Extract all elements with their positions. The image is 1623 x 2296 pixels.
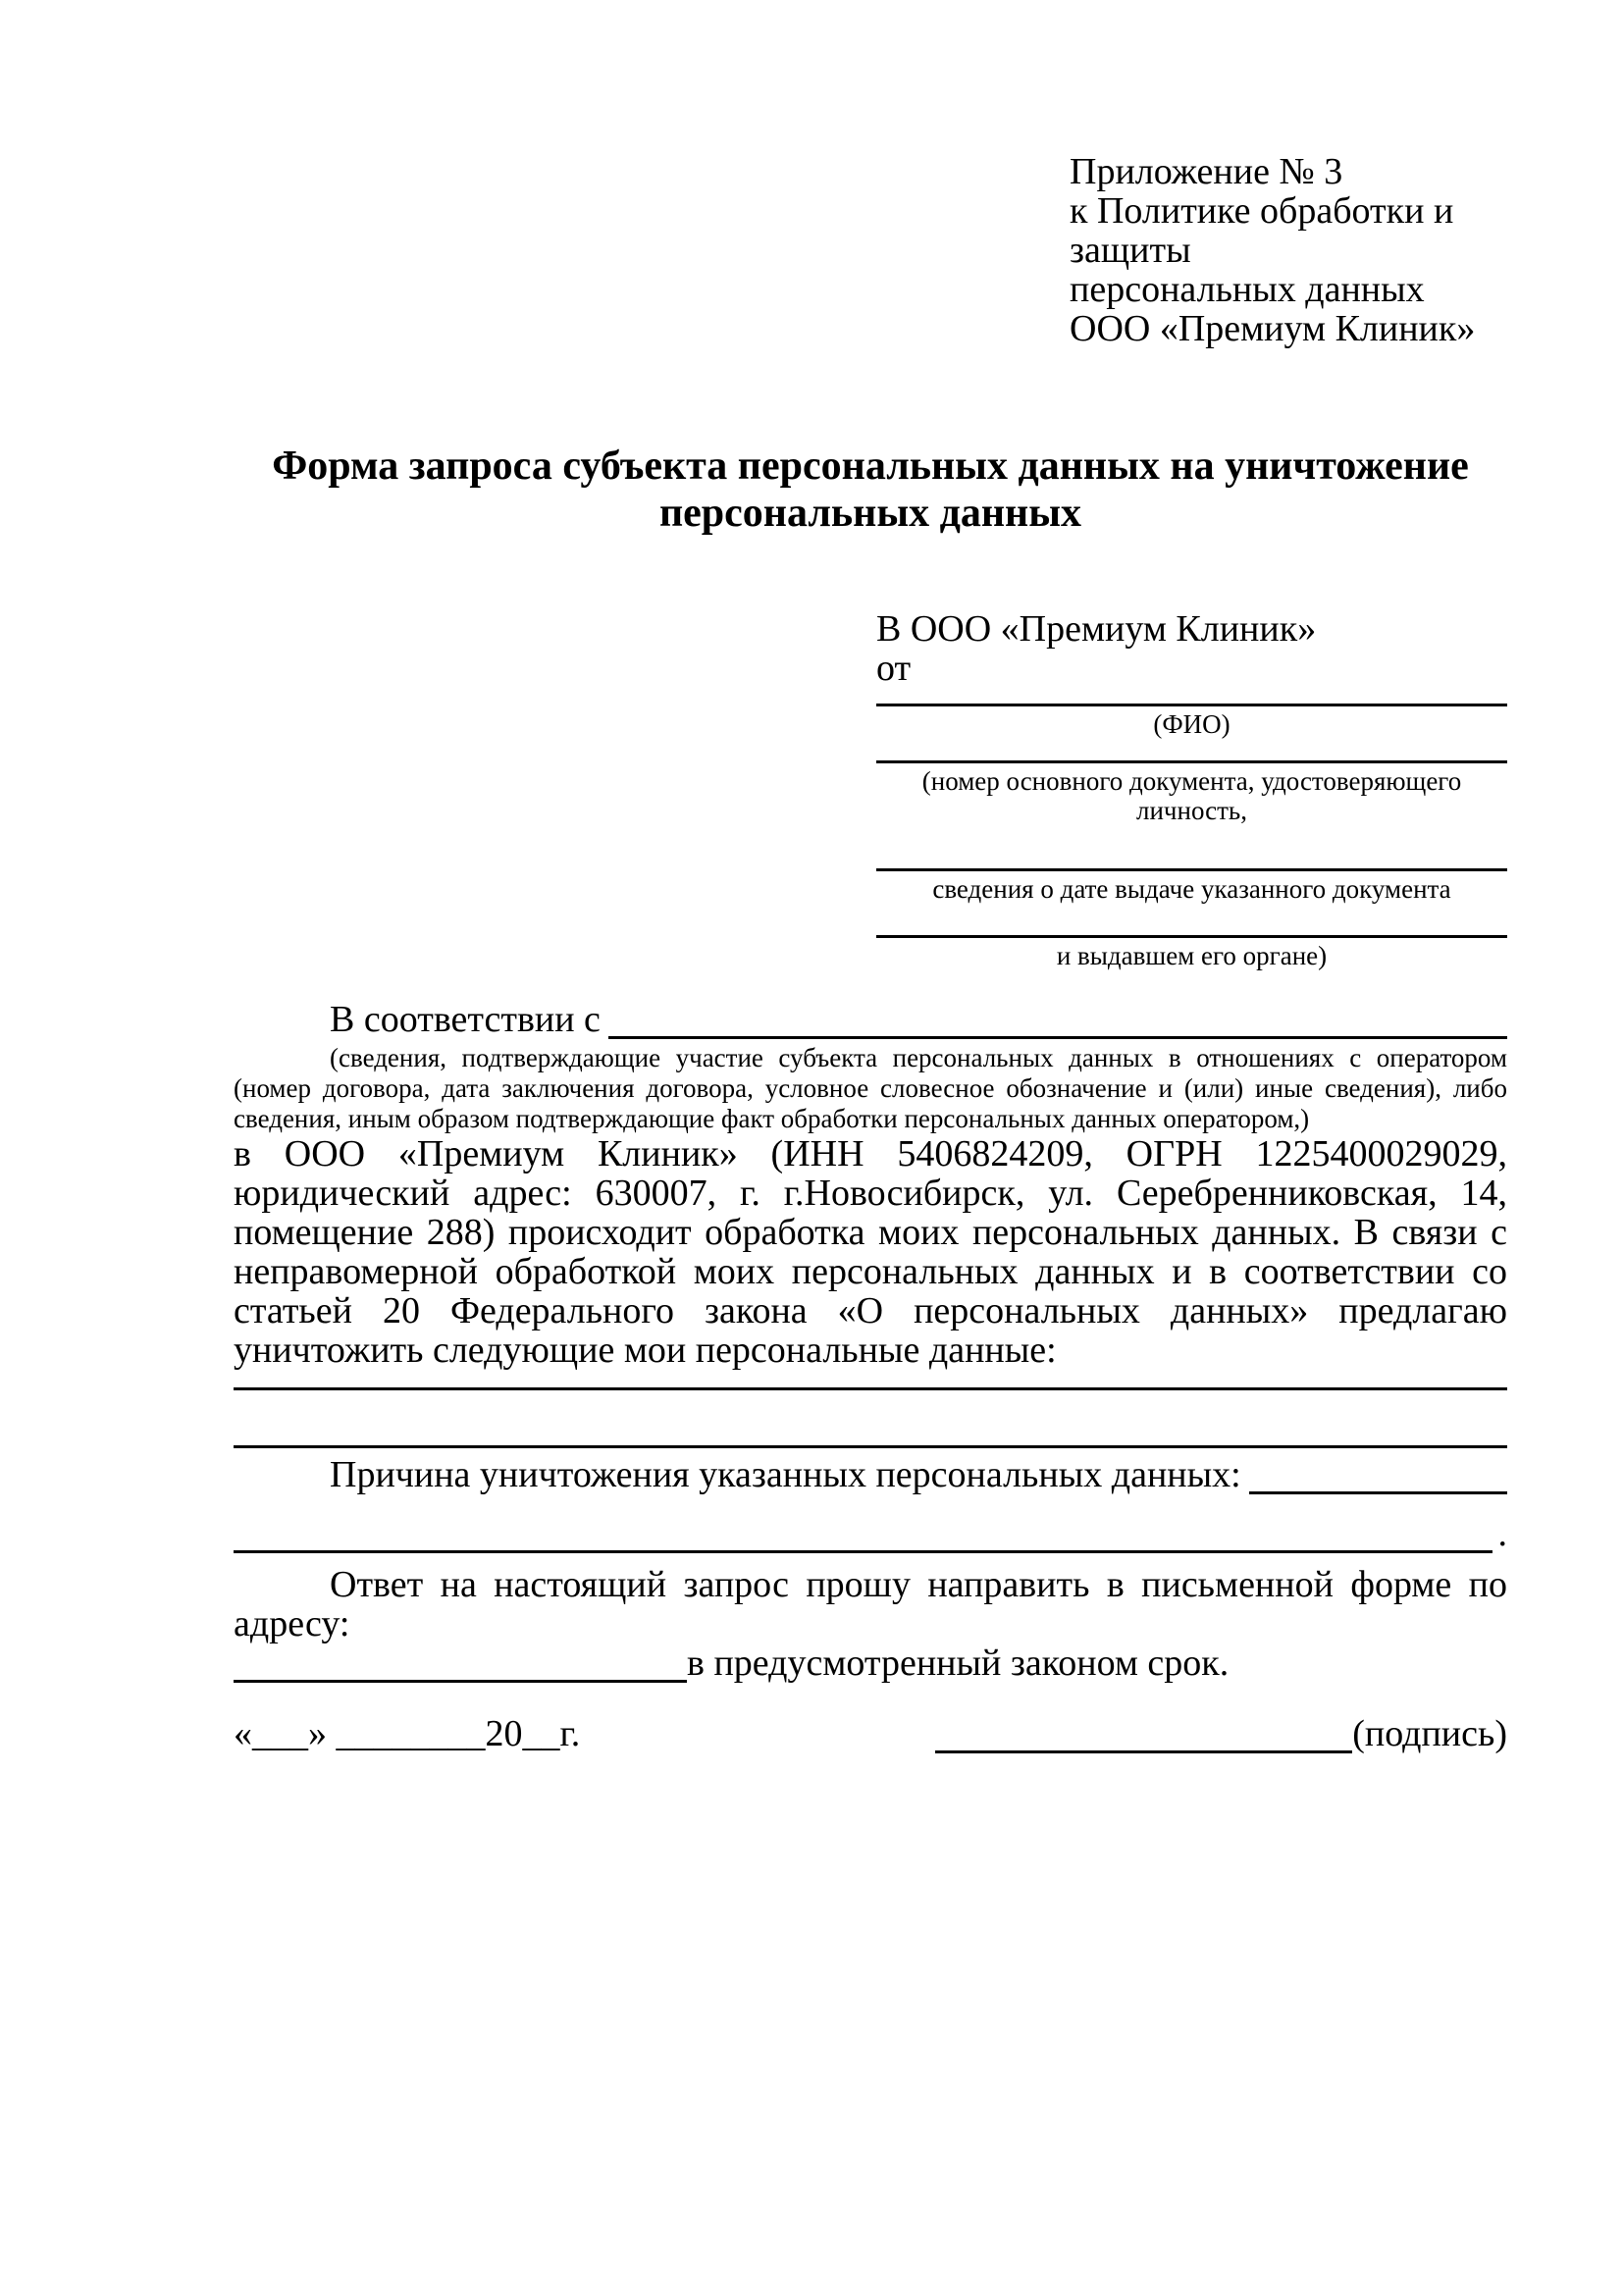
appendix-policy-line: к Политике обработки и защиты — [1070, 190, 1454, 271]
signature-group — [935, 1714, 1507, 1753]
issuing-authority-caption: и выдавшем его органе) — [1056, 941, 1328, 970]
accordance-footnote: (сведения, подтверждающие участие субъекта персональных данных в отношениях с оператором (номер договора, дата заключения договора, условное словесное обозначение и (или) иные сведения), либо сведения, иным образом подтверждающие факт обработки персональных данных оператором,) — [234, 1043, 1507, 1133]
accordance-blank-line — [608, 1033, 1507, 1039]
appendix-number: Приложение № 3 — [1070, 151, 1343, 192]
appendix-header — [1070, 152, 1507, 348]
fio-caption: (ФИО) — [1153, 709, 1230, 739]
addressee-block — [876, 609, 1507, 970]
signature-blank-line — [935, 1748, 1352, 1753]
signature-caption: (подпись) — [1352, 1713, 1507, 1754]
accordance-row — [234, 1000, 1507, 1039]
identity-document-caption: (номер основного документа, удостоверяющего личность, — [921, 766, 1462, 825]
addressee-from-label: от — [876, 648, 912, 689]
personal-data-blank-line-1 — [234, 1387, 1507, 1390]
reason-label: Причина уничтожения указанных персональных данных: — [330, 1454, 1241, 1495]
main-paragraph: в ООО «Премиум Клиник» (ИНН 5406824209, ОГРН 1225400029029, юридический адрес: 630007, г. г.Новосибирск, ул. Серебренниковская, 14, помещение 288) происходит обработка моих персональных данных. В связи с неправомерной обработкой моих персональных данных и в соответствии со статьей 20 Федерального закона «О персональных данных» предлагаю уничтожить следующие мои персональные данные: — [234, 1133, 1507, 1371]
date-signature-row — [234, 1714, 1507, 1753]
accordance-lead: В соответствии с — [330, 999, 601, 1040]
addressee-organization: В ООО «Премиум Клиник» — [876, 608, 1317, 650]
address-blank-line — [234, 1677, 687, 1683]
response-request-line: Ответ на настоящий запрос прошу направить в письменной форме по адресу: — [234, 1564, 1507, 1644]
issue-date-caption: сведения о дате выдаче указанного документа — [932, 874, 1451, 904]
date-blank-line: «___» ________20__г. — [234, 1713, 581, 1754]
reason-continuation-row — [234, 1514, 1507, 1553]
document-title-line-1: Форма запроса субъекта персональных данных на уничтожение — [272, 444, 1469, 489]
reason-blank-line-1 — [1249, 1488, 1507, 1494]
appendix-policy-line-2: персональных данных — [1070, 269, 1425, 310]
document-title-line-2: персональных данных — [658, 491, 1082, 536]
reason-row — [234, 1455, 1507, 1494]
reason-terminator: . — [1497, 1513, 1507, 1554]
reason-blank-line-2 — [234, 1547, 1492, 1553]
appendix-organization: ООО «Премиум Клиник» — [1070, 308, 1476, 349]
personal-data-blank-line-2 — [234, 1445, 1507, 1448]
document-title — [234, 443, 1507, 537]
response-tail: в предусмотренный законом срок. — [687, 1643, 1230, 1684]
response-address-row — [234, 1644, 1507, 1683]
